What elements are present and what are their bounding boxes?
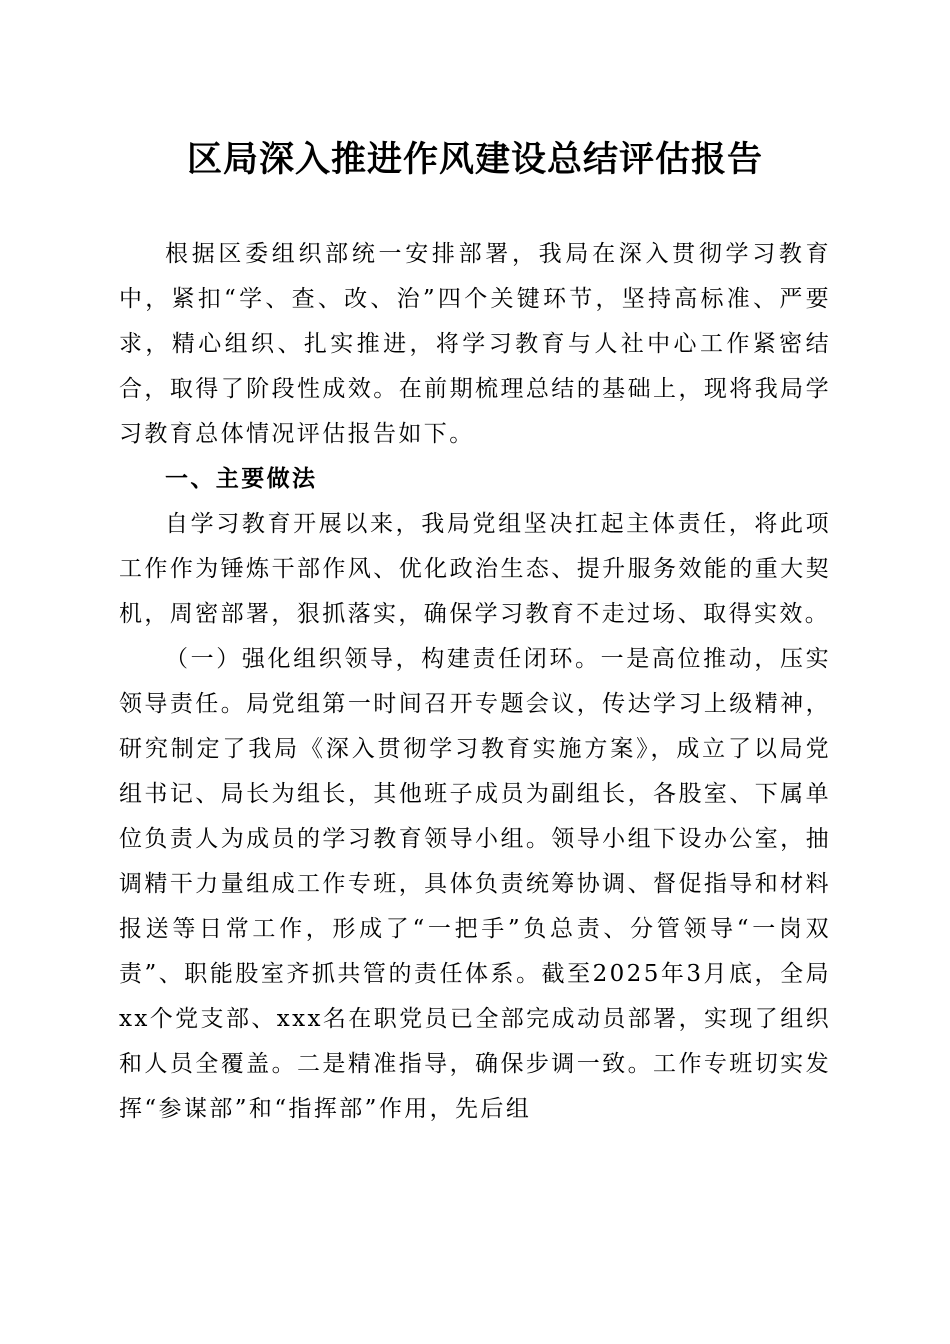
section-intro-paragraph: 自学习教育开展以来，我局党组坚决扛起主体责任，将此项工作作为锤炼干部作风、优化政治生态、提升服务效能的重大契机，周密部署，狠抓落实，确保学习教育不走过场、取得实效。 [119, 511, 831, 627]
document-title: 区局深入推进作风建设总结评估报告 [186, 139, 763, 180]
intro-paragraph: 根据区委组织部统一安排部署，我局在深入贯彻学习教育中，紧扣“学、查、改、治”四个关键环节，坚持高标准、严要求，精心组织、扎实推进，将学习教育与人社中心工作紧密结合，取得了阶段性成效。在前期梳理总结的基础上，现将我局学习教育总体情况评估报告如下。 [119, 241, 831, 447]
subsection-paragraph-organization: （一）强化组织领导，构建责任闭环。一是高位推动，压实领导责任。局党组第一时间召开专题会议，传达学习上级精神，研究制定了我局《深入贯彻学习教育实施方案》，成立了以局党组书记、局长为组长，其他班子成员为副组长，各股室、下属单位负责人为成员的学习教育领导小组。领导小组下设办公室，抽调精干力量组成工作专班，具体负责统筹协调、督促指导和材料报送等日常工作，形成了“一把手”负总责、分管领导“一岗双责”、职能股室齐抓共管的责任体系。截至2025年3月底，全局xx个党支部、xxx名在职党员已全部完成动员部署，实现了组织和人员全覆盖。二是精准指导，确保步调一致。工作专班切实发挥“参谋部”和“指挥部”作用，先后组 [119, 646, 831, 1122]
document-body [119, 232, 831, 1132]
section-heading-main-practices: 一、主要做法 [165, 466, 318, 492]
